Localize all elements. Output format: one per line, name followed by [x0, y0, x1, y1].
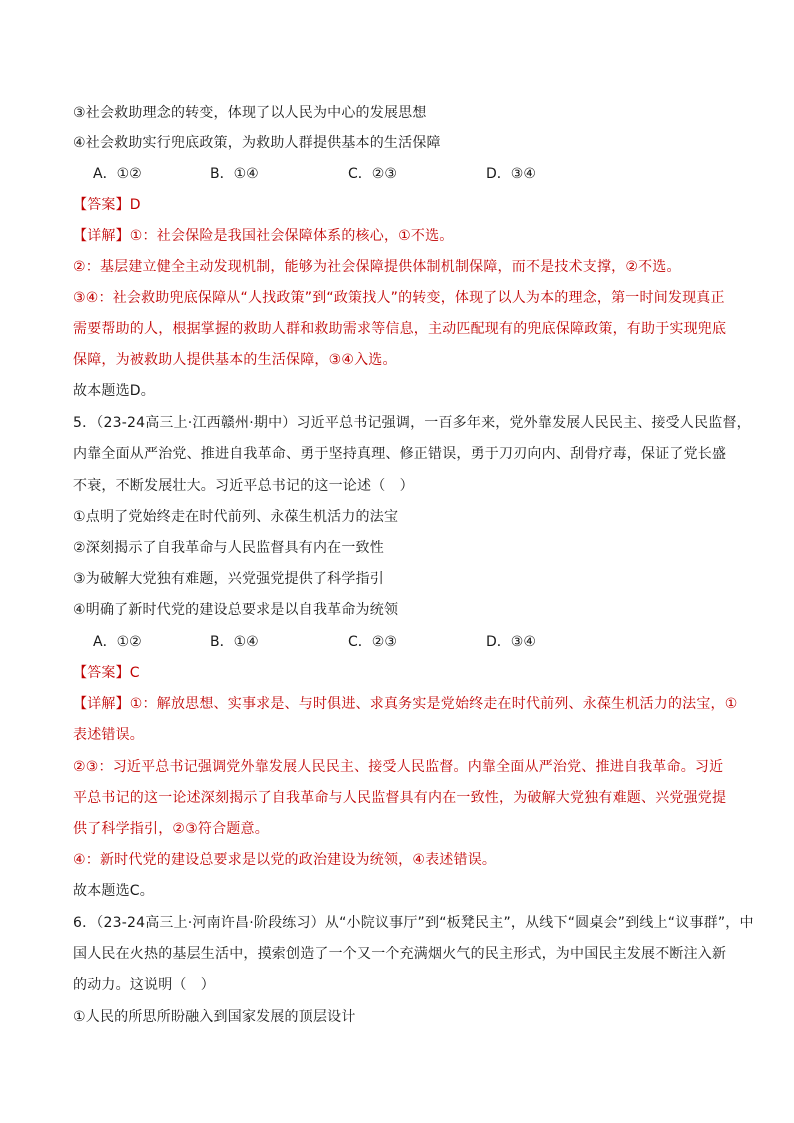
question-5-stem-2: 内靠全面从严治党、推进自我革命、勇于坚持真理、修正错误，勇于刀刃向内、刮骨疗毒，保证了党长盛: [73, 446, 727, 462]
q6-statement-1: ①人民的所思所盼融入到国家发展的顶层设计: [73, 1009, 356, 1025]
option-d: D．③④: [486, 634, 536, 650]
option-a: A．①②: [93, 634, 142, 650]
explanation-q4-1: 【详解】①：社会保险是我国社会保障体系的核心，①不选。: [73, 228, 454, 244]
explanation-q5-6: ④：新时代党的建设总要求是以党的政治建设为统领，④表述错误。: [73, 852, 497, 868]
question-6-stem-3: 的动力。这说明（ ）: [73, 977, 215, 993]
explanation-q5-1: 【详解】①：解放思想、实事求是、与时俱进、求真务实是党始终走在时代前列、永葆生机活力的法宝，①: [73, 696, 738, 712]
question-6-stem-1: 6．（23-24高三上·河南许昌·阶段练习）从“小院议事厅”到“板凳民主”，从线下“圆桌会”到线上“议事群”，中: [73, 915, 754, 931]
explanation-q4-4: 需要帮助的人，根据掌握的救助人群和救助需求等信息，主动匹配现有的兜底保障政策，有助于实现兜底: [73, 321, 727, 337]
q5-statement-4: ④明确了新时代党的建设总要求是以自我革命为统领: [73, 602, 399, 618]
question-5-stem-1: 5．（23-24高三上·江西赣州·期中）习近平总书记强调，一百多年来，党外靠发展人民民主、接受人民监督，: [73, 415, 751, 431]
option-d: D．③④: [486, 166, 536, 182]
option-c: C．②③: [348, 634, 397, 650]
option-b: B．①④: [210, 634, 259, 650]
q5-statement-3: ③为破解大党独有难题，兴党强党提供了科学指引: [73, 571, 384, 587]
option-b: B．①④: [210, 166, 259, 182]
conclusion-q4: 故本题选D。: [73, 383, 155, 399]
q5-statement-2: ②深刻揭示了自我革命与人民监督具有内在一致性: [73, 540, 384, 556]
explanation-q4-5: 保障，为被救助人提供基本的生活保障，③④入选。: [73, 352, 397, 368]
explanation-q5-2: 表述错误。: [73, 727, 144, 743]
explanation-q5-4: 平总书记的这一论述深刻揭示了自我革命与人民监督具有内在一致性，为破解大党独有难题、兴党强党提: [73, 790, 727, 806]
question-6-stem-2: 国人民在火热的基层生活中，摸索创造了一个又一个充满烟火气的民主形式，为中国民主发展不断注入新: [73, 946, 727, 962]
explanation-q5-5: 供了科学指引，②③符合题意。: [73, 821, 269, 837]
question-5-stem-3: 不衰，不断发展壮大。习近平总书记的这一论述（ ）: [73, 478, 414, 494]
option-c: C．②③: [348, 166, 397, 182]
conclusion-q5: 故本题选C。: [73, 883, 154, 899]
option-a: A．①②: [93, 166, 142, 182]
statement-3: ③社会救助理念的转变，体现了以人民为中心的发展思想: [73, 105, 427, 121]
answer-q4: 【答案】D: [73, 197, 141, 213]
explanation-q5-3: ②③：习近平总书记强调党外靠发展人民民主、接受人民监督。内靠全面从严治党、推进自我革命。习近: [73, 759, 724, 775]
explanation-q4-3: ③④：社会救助兜底保障从“人找政策”到“政策找人”的转变，体现了以人为本的理念，第一时间发现真正: [73, 290, 725, 306]
q5-statement-1: ①点明了党始终走在时代前列、永葆生机活力的法宝: [73, 509, 399, 525]
statement-4: ④社会救助实行兜底政策，为救助人群提供基本的生活保障: [73, 135, 441, 151]
answer-q5: 【答案】C: [73, 665, 140, 681]
explanation-q4-2: ②：基层建立健全主动发现机制，能够为社会保障提供体制机制保障，而不是技术支撑，②不选。: [73, 259, 681, 275]
